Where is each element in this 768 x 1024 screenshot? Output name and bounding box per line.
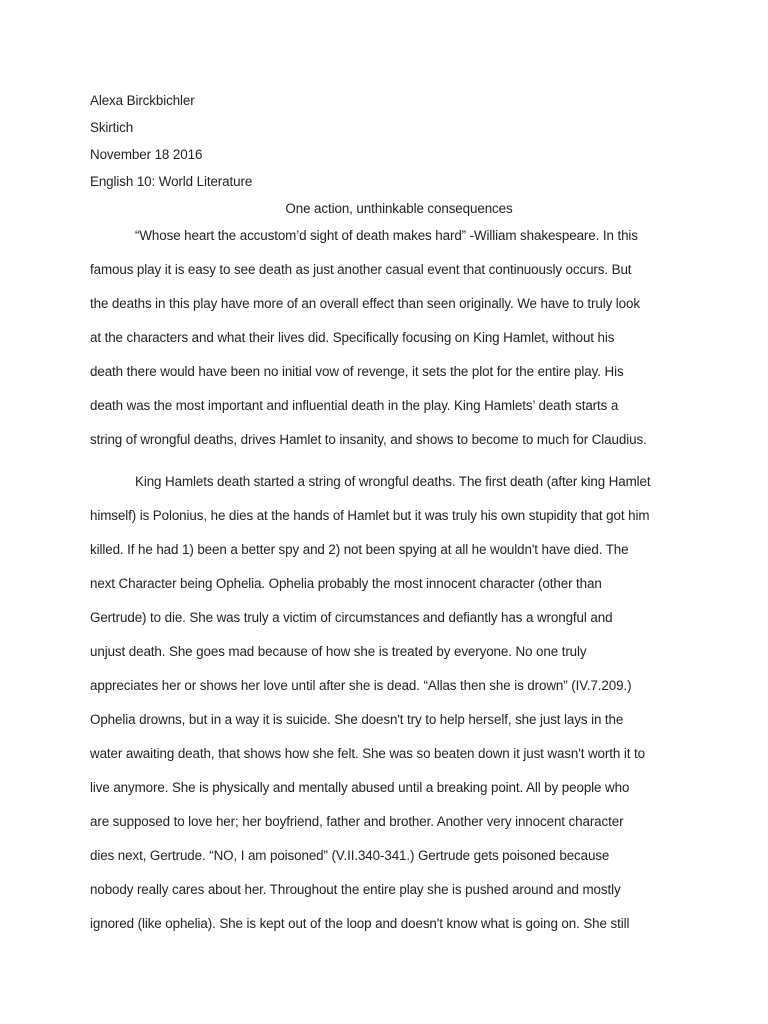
paragraph-line: Ophelia drowns, but in a way it is suicide. She doesn't try to help herself, she just lays in the [90,712,624,727]
paragraph-line: water awaiting death, that shows how she felt. She was so beaten down it just wasn't worth it to [90,746,645,761]
paragraph-line: ignored (like ophelia). She is kept out of the loop and doesn't know what is going on. She still [90,916,630,931]
paragraph-line: the deaths in this play have more of an overall effect than seen originally. We have to truly look [90,296,640,311]
course-name: English 10: World Literature [90,174,253,189]
paragraph-line: next Character being Ophelia. Ophelia probably the most innocent character (other than [90,576,602,591]
paragraph-line: himself) is Polonius, he dies at the hands of Hamlet but it was truly his own stupidity that got him [90,508,650,523]
paragraph-line: string of wrongful deaths, drives Hamlet to insanity, and shows to become to much for Claudius. [90,432,647,447]
paragraph-line: death there would have been no initial vow of revenge, it sets the plot for the entire play. His [90,364,624,379]
paragraph-line: death was the most important and influential death in the play. King Hamlets’ death starts a [90,398,619,413]
essay-title: One action, unthinkable consequences [285,201,513,216]
paragraph-line: appreciates her or shows her love until after she is dead. “Allas then she is drown” (IV.7.209.) [90,678,632,693]
paragraph-line: are supposed to love her; her boyfriend, father and brother. Another very innocent character [90,814,624,829]
teacher-name: Skirtich [90,120,134,135]
paragraph-line: Gertrude) to die. She was truly a victim of circumstances and defiantly has a wrongful and [90,610,613,625]
paragraph-line: killed. If he had 1) been a better spy and 2) not been spying at all he wouldn't have died. The [90,542,629,557]
paragraph-line: unjust death. She goes mad because of how she is treated by everyone. No one truly [90,644,587,659]
paragraph-line: nobody really cares about her. Throughout the entire play she is pushed around and mostly [90,882,621,897]
paragraph-line: King Hamlets death started a string of wrongful deaths. The first death (after king Hamlet [135,474,651,489]
paragraph-line: live anymore. She is physically and mentally abused until a breaking point. All by people who [90,780,630,795]
paragraph-1 [90,227,690,465]
author-name: Alexa Birckbichler [90,93,195,108]
paragraph-2 [90,473,690,949]
essay-date: November 18 2016 [90,147,203,162]
paragraph-line: dies next, Gertrude. “NO, I am poisoned” (V.II.340-341.) Gertrude gets poisoned because [90,848,610,863]
paragraph-line: famous play it is easy to see death as just another casual event that continuously occurs. But [90,262,632,277]
paragraph-line: “Whose heart the accustom’d sight of death makes hard” -William shakespeare. In this [135,228,638,243]
paragraph-line: at the characters and what their lives did. Specifically focusing on King Hamlet, without his [90,330,615,345]
